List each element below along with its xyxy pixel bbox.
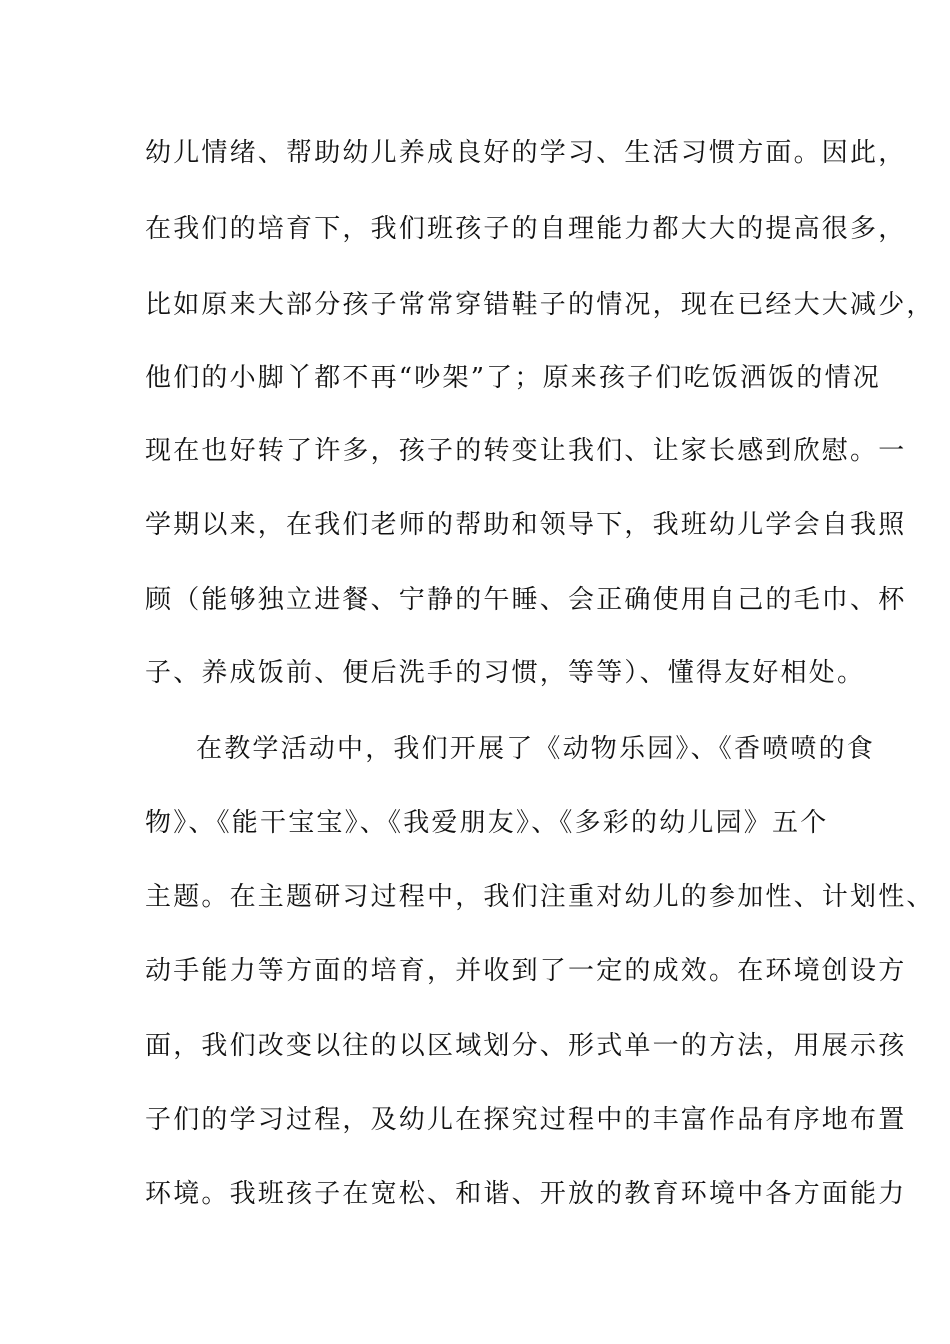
text-line: 顾（能够独立进餐、宁静的午睡、会正确使用自己的毛巾、杯 [145,585,907,615]
text-line: 幼儿情绪、帮助幼儿养成良好的学习、生活习惯方面。因此， [145,138,907,168]
paragraph-first-line: 在教学活动中，我们开展了《动物乐园》、《香喷喷的食 [196,734,876,764]
text-line: 在我们的培育下，我们班孩子的自理能力都大大的提高很多， [145,214,907,244]
text-line: 主题。在主题研习过程中，我们注重对幼儿的参加性、计划性、 [145,882,935,912]
text-line: 动手能力等方面的培育，并收到了一定的成效。在环境创设方 [145,956,907,986]
text-line: 子们的学习过程，及幼儿在探究过程中的丰富作品有序地布置 [145,1105,907,1135]
text-line: 现在也好转了许多，孩子的转变让我们、让家长感到欣慰。一 [145,436,907,466]
text-line: 子、养成饭前、便后洗手的习惯，等等）、懂得友好相处。 [145,658,866,688]
text-line: 比如原来大部分孩子常常穿错鞋子的情况，现在已经大大减少， [145,290,935,320]
text-line: 环境。我班孩子在宽松、和谐、开放的教育环境中各方面能力 [145,1179,907,1209]
text-line: 他们的小脚丫都不再“吵架”了；原来孩子们吃饭洒饭的情况 [145,363,881,393]
text-line: 学期以来，在我们老师的帮助和领导下，我班幼儿学会自我照 [145,510,907,540]
text-line: 面，我们改变以往的以区域划分、形式单一的方法，用展示孩 [145,1031,907,1061]
text-line: 物》、《能干宝宝》、《我爱朋友》、《多彩的幼儿园》五个 [145,808,829,838]
